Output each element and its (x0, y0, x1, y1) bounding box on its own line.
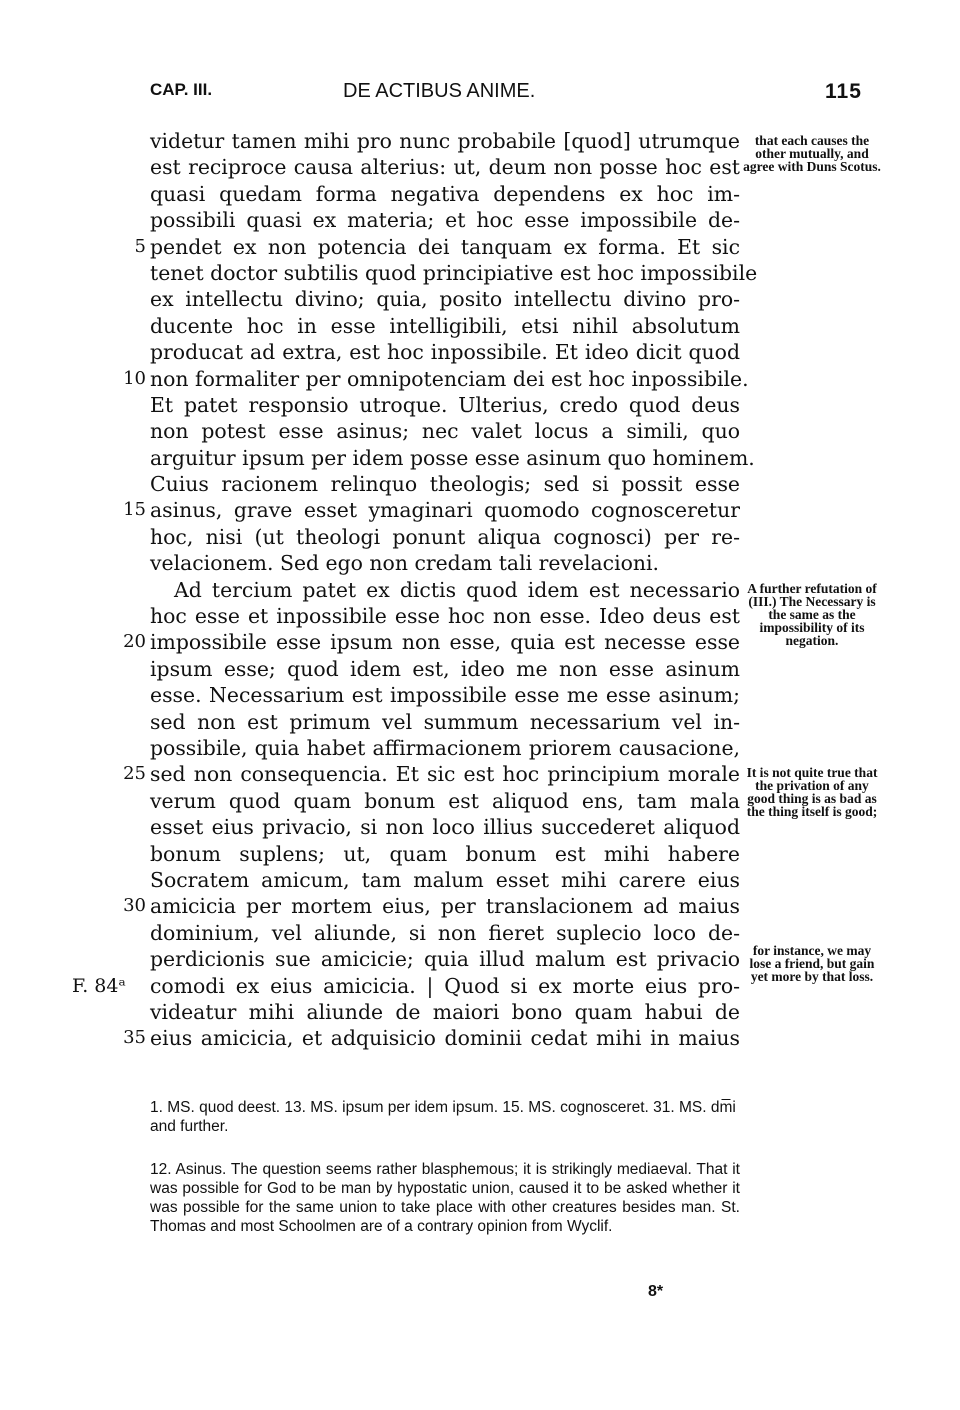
text-line: est reciproce causa alterius: ut, deum non posse hoc est (150, 155, 740, 180)
text-line: ipsum esse; quod idem est, ideo me non esse asinum (150, 656, 740, 681)
critical-apparatus: 1. MS. quod deest. 13. MS. ipsum per idem ipsum. 15. MS. cognosceret. 31. MS. dm̅i and further. (150, 1099, 736, 1135)
text-line: velacionem. Sed ego non credam tali revelacioni. (150, 551, 660, 576)
text-line: arguitur ipsum per idem posse esse asinum quo hominem. (150, 445, 755, 470)
main-text (72, 128, 758, 1052)
text-line: dominium, vel aliunde, si non fieret suplecio loco de- (150, 920, 740, 945)
text-line: bonum suplens; ut, quam bonum est mihi habere (150, 841, 740, 866)
text-line: 30 amicicia per mortem eius, per translacionem ad maius (123, 894, 740, 919)
text-line: ducente hoc in esse intelligibili, etsi nihil absolutum (150, 313, 740, 338)
text-line: verum quod quam bonum est aliquod ens, tam mala (150, 788, 740, 813)
text-line: 5 pendet ex non potencia dei tanquam ex forma. Et sic (134, 234, 740, 259)
text-line: producat ad extra, est hoc inpossibile. Et ideo dicit quod (150, 340, 740, 365)
text-line: 10 non formaliter per omnipotenciam dei est hoc inpossibile. (123, 366, 749, 391)
text-line: videatur mihi aliunde de maiori bono quam habui de (150, 999, 740, 1024)
margin-note: for instance, we may lose a friend, but gain yet more by that loss. (749, 943, 875, 984)
text-line: perdicionis sue amicicie; quia illud malum est privacio (150, 947, 740, 972)
text-line: non potest esse asinus; nec valet locus a simili, quo (150, 419, 740, 444)
text-line: Cuius racionem relinquo theologis; sed si possit esse (150, 472, 740, 497)
margin-note: A further refutation of (III.) The Necessary is the same as the impossibility of its negation. (747, 581, 877, 648)
text-line: 20 impossibile esse ipsum non esse, quia est necesse esse (123, 630, 740, 655)
margin-note: It is not quite true that the privation of any good thing is as bad as the thing itself is good; (746, 765, 878, 819)
text-line: 15 asinus, grave esset ymaginari quomodo cognosceretur (123, 498, 740, 523)
text-line: possibile, quia habet affirmacionem priorem causacione, (150, 735, 740, 760)
text-line: sed non est primum vel summum necessarium vel in- (150, 709, 740, 734)
text-line: 25 sed non consequencia. Et sic est hoc principium morale (123, 762, 740, 787)
text-line: ex intellectu divino; quia, posito intellectu divino pro- (150, 287, 740, 312)
running-title: DE ACTIBUS ANIME. (343, 80, 536, 102)
text-line: hoc esse et inpossibile esse hoc non esse. Ideo deus est (150, 604, 740, 629)
chapter-label: CAP. III. (150, 80, 213, 99)
text-line: F. 84ᵃ comodi ex eius amicicia. | Quod si ex morte eius pro- (72, 973, 740, 998)
commentary-note: 12. Asinus. The question seems rather blasphemous; it is strikingly mediaeval. That it was possible for God to be man by hypostatic union, caused it to be asked whether it was possible for the same union to take place with other creatures besides man. St. Thomas and most Schoolmen are of a contrary opinion from Wyclif. (150, 1161, 740, 1235)
text-line: tenet doctor subtilis quod principiative est hoc impossibile (150, 260, 758, 285)
text-line: hoc, nisi (ut theologi ponunt aliqua cognosci) per re- (150, 524, 740, 549)
margin-note: that each causes the other mutually, and agree with Duns Scotus. (743, 133, 881, 174)
text-line: Et patet responsio utroque. Ulterius, credo quod deus (150, 392, 740, 417)
text-line: esset eius privacio, si non loco illius succederet aliquod (150, 815, 740, 840)
page-number: 115 (825, 80, 862, 103)
text-line: possibili quasi ex materia; et hoc esse impossibile de- (150, 208, 740, 233)
text-line: videtur tamen mihi pro nunc probabile [quod] utrumque (150, 129, 740, 153)
text-line: Socratem amicum, tam malum esset mihi carere eius (150, 867, 740, 892)
folio-marker: F. 84ᵃ (72, 974, 126, 997)
running-header (150, 80, 880, 110)
text-line: quasi quedam forma negativa dependens ex hoc im- (150, 181, 740, 206)
signature-mark: 8* (648, 1283, 664, 1300)
text-line: Ad tercium patet ex dictis quod idem est necessario (174, 577, 740, 602)
text-line: esse. Necessarium est impossibile esse me esse asinum; (150, 683, 740, 708)
text-line: 35 eius amicicia, et adquisicio dominii cedat mihi in maius (123, 1026, 740, 1051)
